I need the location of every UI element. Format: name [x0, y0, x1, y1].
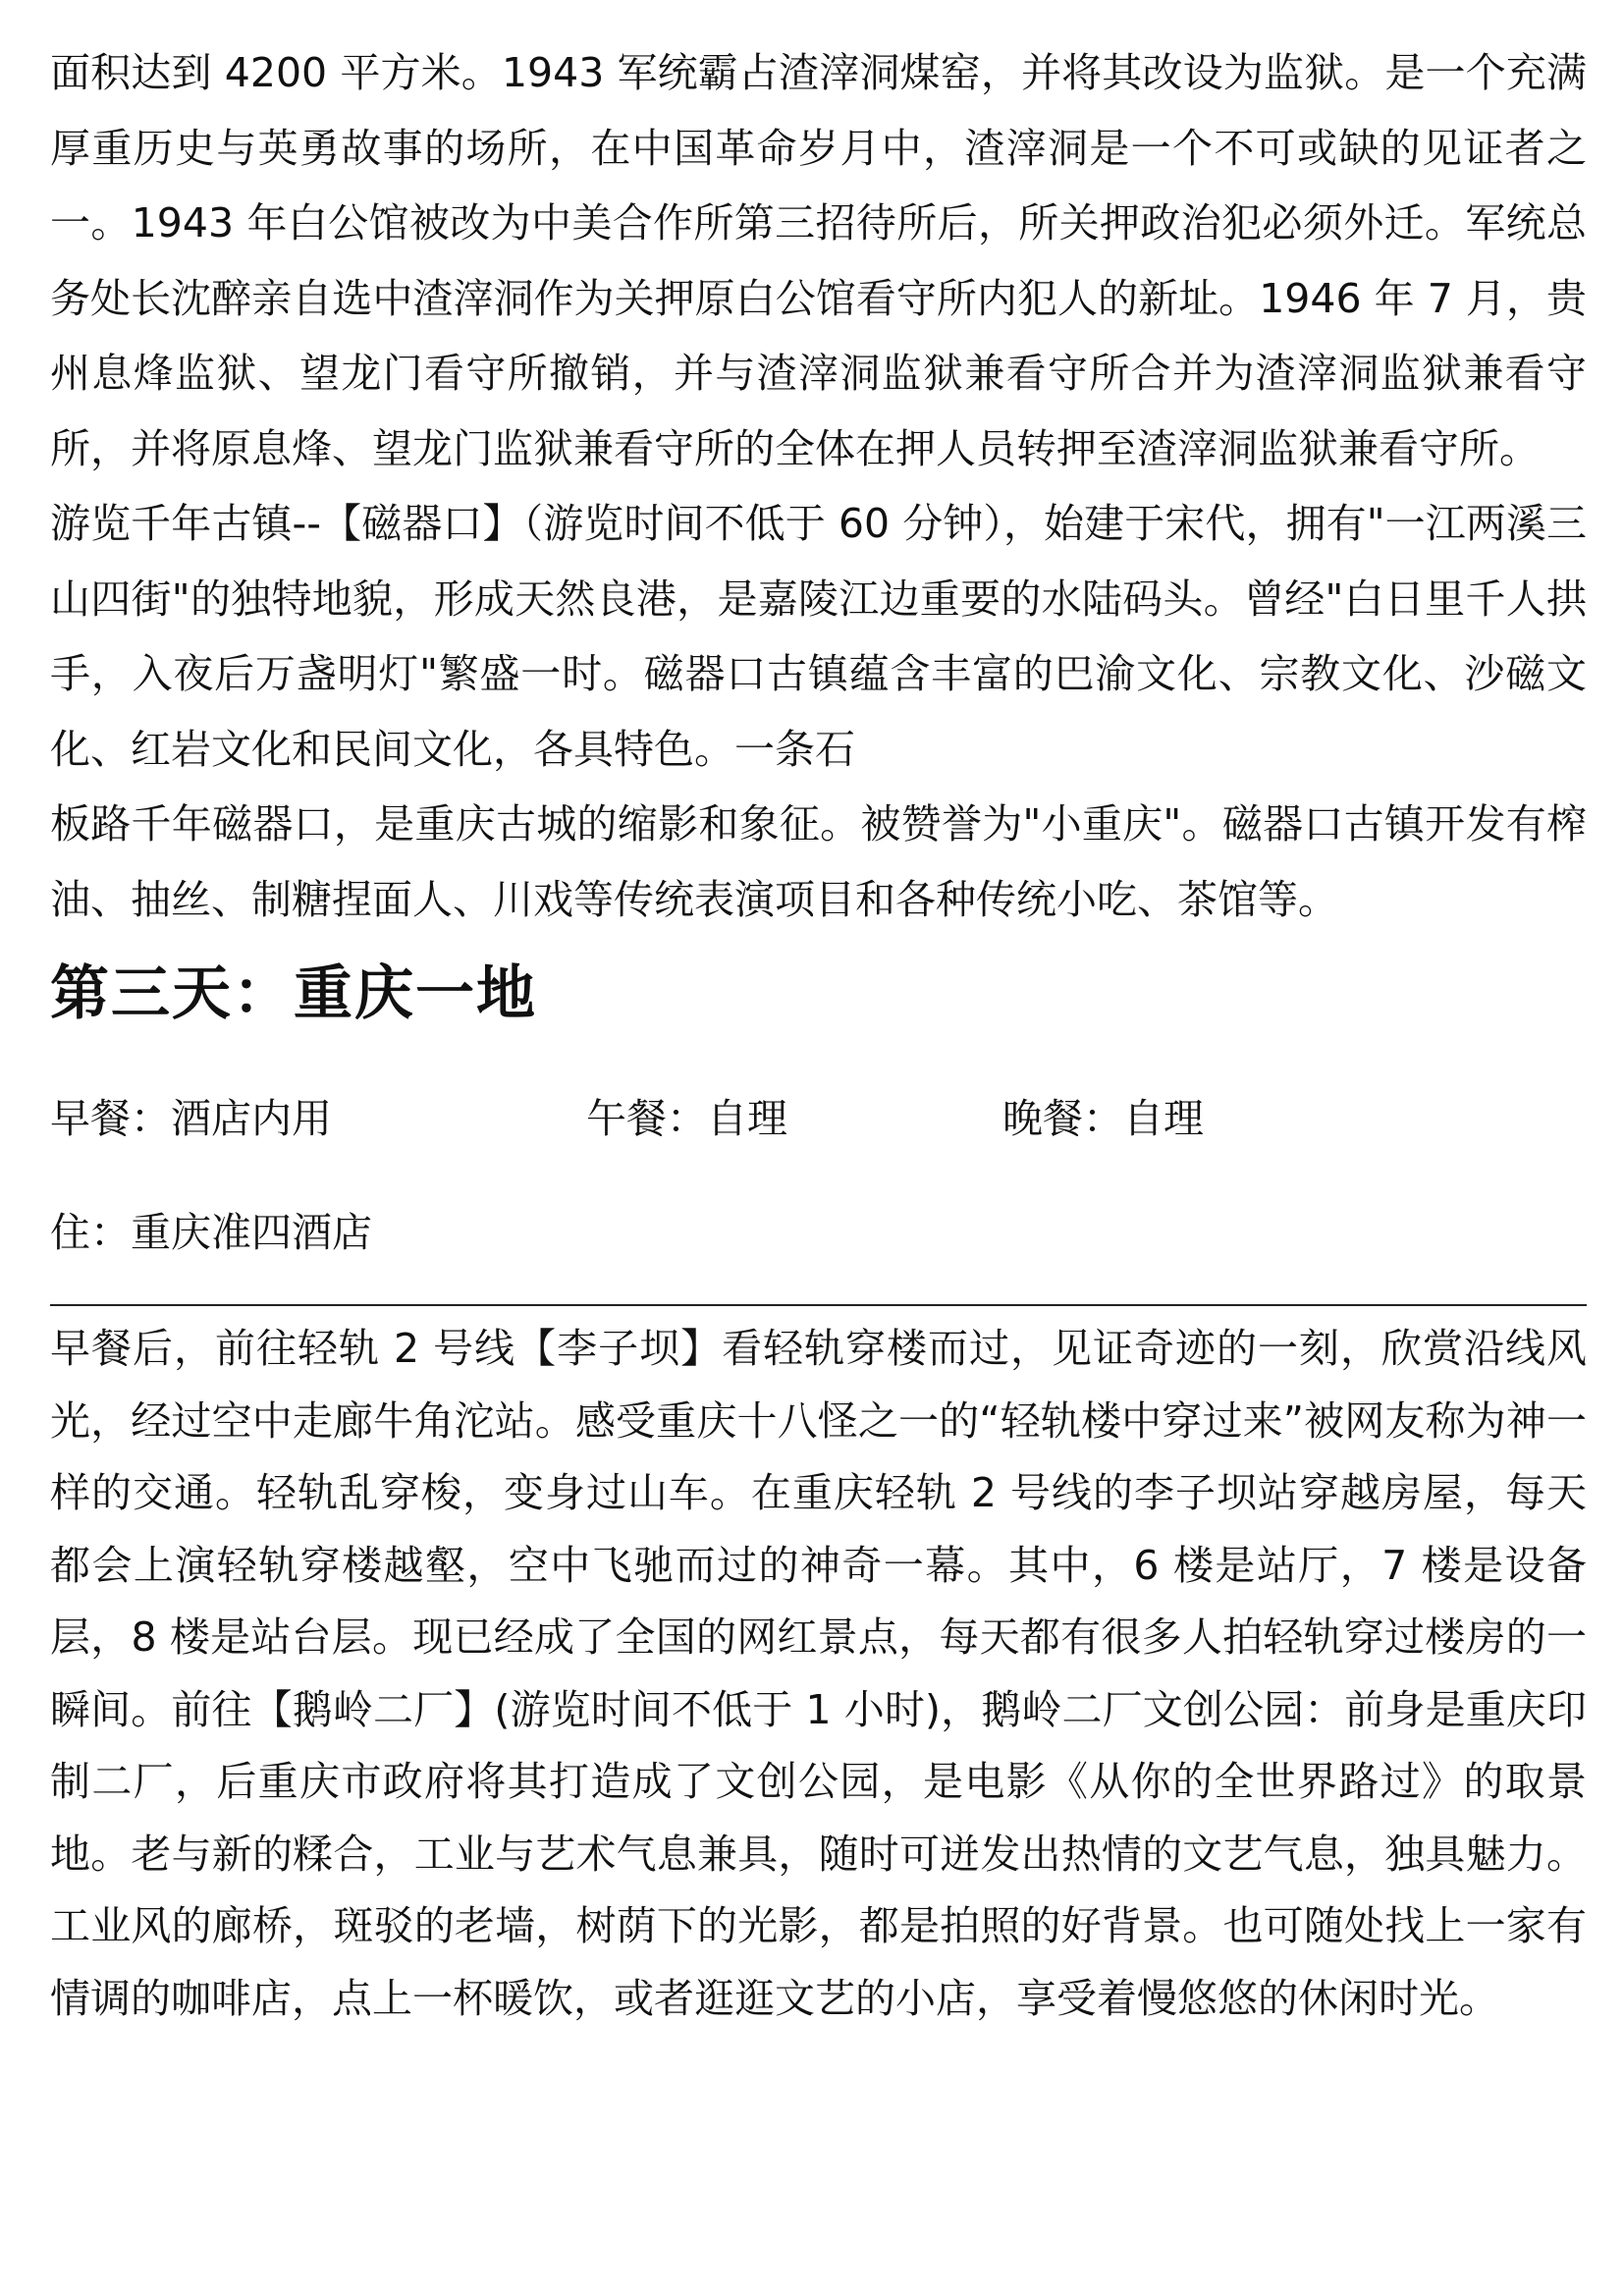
- day3-heading: 第三天：重庆一地: [50, 959, 537, 1028]
- dinner-info: 晚餐：自理: [1002, 1095, 1204, 1142]
- paragraph-ciqikou-part1: 游览千年古镇--【磁器口】（游览时间不低于 60 分钟），始建于宋代，拥有"一江两溪三山四街"的独特地貌，形成天然良港，是嘉陵江边重要的水陆码头。曾经"白日里千人拱手，入夜后万盏明灯"繁盛一时。磁器口古镇蕴含丰富的巴渝文化、宗教文化、沙磁文化、红岩文化和民间文化，各具特色。一条石: [50, 500, 1587, 773]
- paragraph-day3-itinerary: 早餐后，前往轻轨 2 号线【李子坝】看轻轨穿楼而过，见证奇迹的一刻，欣赏沿线风光，经过空中走廊牛角沱站。感受重庆十八怪之一的“轻轨楼中穿过来”被网友称为神一样的交通。轻轨乱穿梭，变身过山车。在重庆轻轨 2 号线的李子坝站穿越房屋，每天都会上演轻轨穿楼越壑，空中飞驰而过的神奇一幕。其中，6 楼是站厅，7 楼是设备层，8 楼是站台层。现已经成了全国的网红景点，每天都有很多人拍轻轨穿过楼房的一瞬间。前往【鹅岭二厂】(游览时间不低于 1 小时)，鹅岭二厂文创公园：前身是重庆印制二厂，后重庆市政府将其打造成了文创公园，是电影《从你的全世界路过》的取景地。老与新的糅合，工业与艺术气息兼具，随时可迸发出热情的文艺气息，独具魅力。工业风的廊桥，斑驳的老墙，树荫下的光影，都是拍照的好背景。也可随处找上一家有情调的咖啡店，点上一杯暖饮，或者逛逛文艺的小店，享受着慢悠悠的休闲时光。: [50, 1325, 1587, 2022]
- meals-row: [50, 1089, 1587, 1148]
- divider: [50, 1304, 1587, 1306]
- hotel-info: 住：重庆准四酒店: [50, 1209, 372, 1256]
- breakfast-info: 早餐：酒店内用: [50, 1095, 332, 1142]
- lunch-info: 午餐：自理: [586, 1095, 787, 1142]
- document-page: [50, 35, 1587, 2035]
- paragraph-ciqikou-part2: 板路千年磁器口，是重庆古城的缩影和象征。被赞誉为"小重庆"。磁器口古镇开发有榨油、抽丝、制糖捏面人、川戏等传统表演项目和各种传统小吃、茶馆等。: [50, 800, 1587, 923]
- paragraph-zhazidong: 面积达到 4200 平方米。1943 军统霸占渣滓洞煤窑，并将其改设为监狱。是一个充满厚重历史与英勇故事的场所，在中国革命岁月中，渣滓洞是一个不可或缺的见证者之一。1943 年白公馆被改为中美合作所第三招待所后，所关押政治犯必须外迁。军统总务处长沈醉亲自选中渣滓洞作为关押原白公馆看守所内犯人的新址。1946 年 7 月，贵州息烽监狱、望龙门看守所撤销，并与渣滓洞监狱兼看守所合并为渣滓洞监狱兼看守所，并将原息烽、望龙门监狱兼看守所的全体在押人员转押至渣滓洞监狱兼看守所。: [50, 49, 1587, 472]
